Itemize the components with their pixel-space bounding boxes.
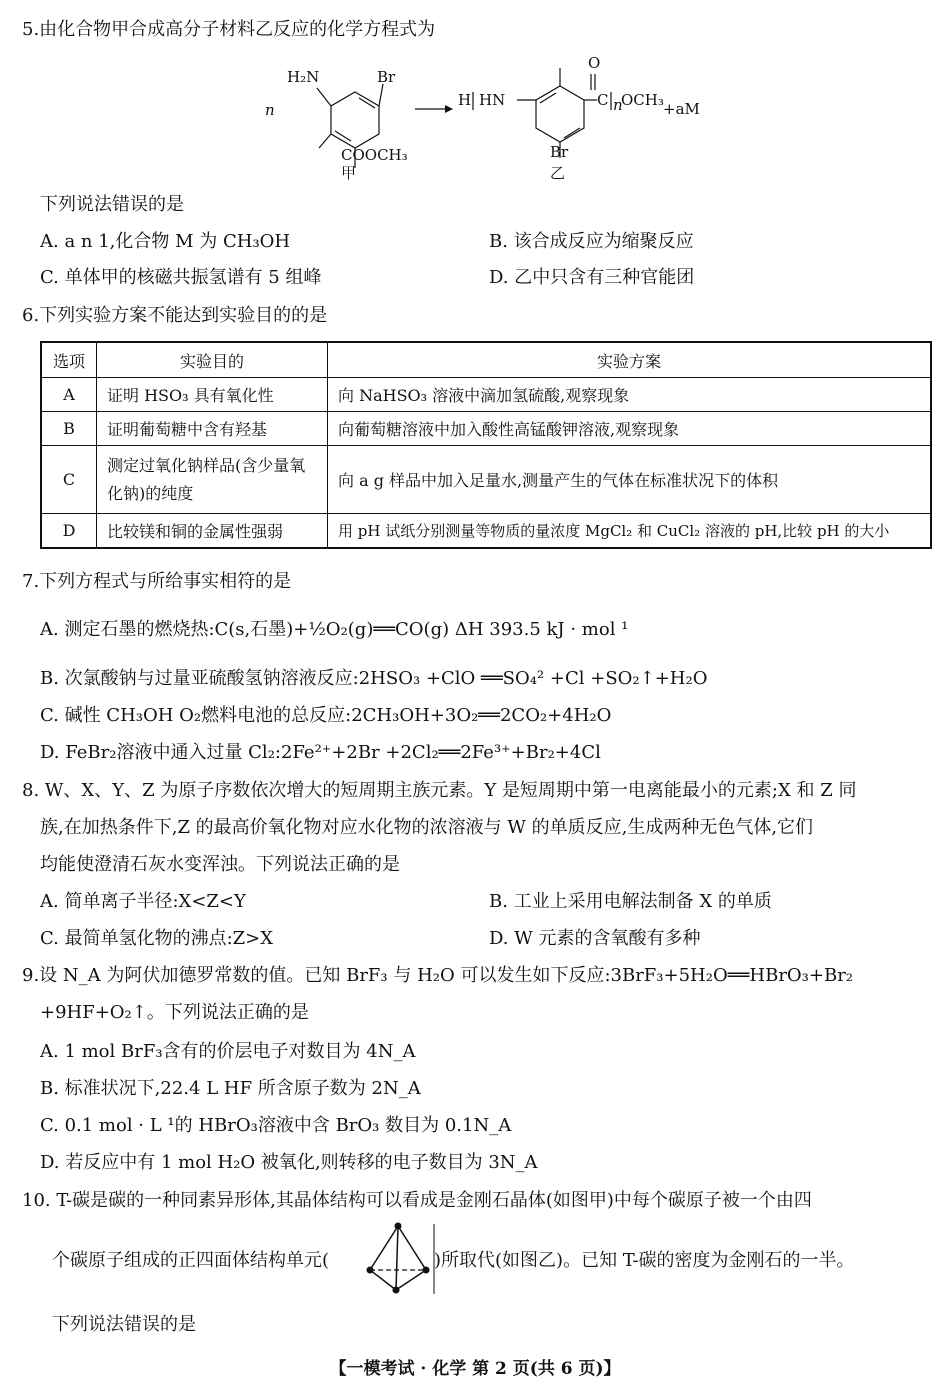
q5-option-c[interactable]: C. 单体甲的核磁共振氢谱有 5 组峰 [40, 267, 322, 288]
table-header-row [41, 342, 931, 378]
q9-option-c[interactable]: C. 0.1 mol · L ¹的 HBrO₃溶液中含 BrO₃ 数目为 0.1N_A [40, 1115, 512, 1136]
q7-option-b[interactable]: B. 次氯酸钠与过量亚硫酸氢钠溶液反应:2HSO₃ +ClO ══SO₄² +Cl +SO₂↑+H₂O [40, 668, 708, 689]
q7-option-d[interactable]: D. FeBr₂溶液中通入过量 Cl₂:2Fe²⁺+2Br +2Cl₂══2Fe³⁺+Br₂+4Cl [40, 742, 601, 763]
label-h2n: H₂N [287, 68, 320, 86]
row-goal: 比较镁和铜的金属性强弱 [97, 514, 328, 548]
q7-option-c[interactable]: C. 碱性 CH₃OH O₂燃料电池的总反应:2CH₃OH+3O₂══2CO₂+4H₂O [40, 705, 612, 726]
label-yi: 乙 [550, 164, 566, 182]
row-plan: 用 pH 试纸分别测量等物质的量浓度 MgCl₂ 和 CuCl₂ 溶液的 pH,比较 pH 的大小 [328, 514, 932, 548]
label-h: H [458, 91, 472, 109]
coef-n: n [265, 101, 275, 119]
q9-line1: 9.设 N_A 为阿伏加德罗常数的值。已知 BrF₃ 与 H₂O 可以发生如下反应:3BrF₃+5H₂O══HBrO₃+Br₂ [22, 965, 854, 986]
q10-line1: 10. T-碳是碳的一种同素异形体,其晶体结构可以看成是金刚石晶体(如图甲)中每个碳原子被一个由四 [22, 1190, 812, 1211]
q7-stem: 7.下列方程式与所给事实相符的是 [22, 571, 292, 592]
q9-line2: +9HF+O₂↑。下列说法正确的是 [40, 1002, 309, 1023]
q8-line3: 均能使澄清石灰水变浑浊。下列说法正确的是 [40, 854, 400, 875]
q10-ask: 下列说法错误的是 [52, 1314, 196, 1335]
row-goal: 证明 HSO₃ 具有氧化性 [97, 378, 328, 412]
label-n-sub: n [613, 96, 623, 114]
q8-option-a[interactable]: A. 简单离子半径:X<Z<Y [40, 891, 246, 912]
header-plan: 实验方案 [328, 342, 932, 378]
row-goal: 证明葡萄糖中含有羟基 [97, 412, 328, 446]
table-row [41, 514, 931, 548]
row-option: C [41, 446, 97, 514]
row-plan: 向 a g 样品中加入足量水,测量产生的气体在标准状况下的体积 [328, 446, 932, 514]
row-option: D [41, 514, 97, 548]
label-br-bottom: Br [550, 143, 569, 161]
label-o: O [588, 54, 601, 72]
tetrahedron-unit [362, 1220, 440, 1296]
header-goal: 实验目的 [97, 342, 328, 378]
reaction-scheme [255, 52, 725, 187]
q10-line2b: )所取代(如图乙)。已知 T-碳的密度为金刚石的一半。 [434, 1250, 855, 1271]
q5-option-a[interactable]: A. a n 1,化合物 M 为 CH₃OH [40, 231, 291, 252]
table-row [41, 412, 931, 446]
q8-line1: 8. W、X、Y、Z 为原子序数依次增大的短周期主族元素。Y 是短周期中第一电离能最小的元素;X 和 Z 同 [22, 780, 857, 801]
monomer-ring [331, 92, 379, 148]
table-row [41, 446, 931, 514]
q7-option-a[interactable]: A. 测定石墨的燃烧热:C(s,石墨)+½O₂(g)══CO(g) ΔH 393.5 kJ · mol ¹ [40, 619, 629, 640]
q8-option-d[interactable]: D. W 元素的含氧酸有多种 [489, 928, 701, 949]
q9-option-b[interactable]: B. 标准状况下,22.4 L HF 所含原子数为 2N_A [40, 1078, 421, 1099]
header-option: 选项 [41, 342, 97, 378]
page-footer: 【一模考试 · 化学 第 2 页(共 6 页)】 [329, 1359, 621, 1379]
row-option: A [41, 378, 97, 412]
q10-line2a: 个碳原子组成的正四面体结构单元( [52, 1250, 330, 1271]
q6-stem: 6.下列实验方案不能达到实验目的的是 [22, 305, 328, 326]
row-plan: 向 NaHSO₃ 溶液中滴加氢硫酸,观察现象 [328, 378, 932, 412]
label-cooch3: COOCH₃ [341, 146, 408, 164]
label-br-top: Br [377, 68, 396, 86]
q8-option-b[interactable]: B. 工业上采用电解法制备 X 的单质 [489, 891, 772, 912]
polymer-ring [536, 86, 584, 142]
q5-ask: 下列说法错误的是 [40, 194, 184, 215]
label-jia: 甲 [341, 164, 357, 182]
q5-stem: 5.由化合物甲合成高分子材料乙反应的化学方程式为 [22, 19, 436, 40]
table-row [41, 378, 931, 412]
row-goal: 测定过氧化钠样品(含少量氧化钠)的纯度 [97, 446, 328, 514]
label-c: C [597, 91, 609, 109]
label-och3: OCH₃ [621, 91, 664, 109]
q5-option-d[interactable]: D. 乙中只含有三种官能团 [489, 267, 695, 288]
q8-line2: 族,在加热条件下,Z 的最高价氧化物对应水化物的浓溶液与 W 的单质反应,生成两种无色气体,它们 [40, 817, 814, 838]
row-plan: 向葡萄糖溶液中加入酸性高锰酸钾溶液,观察现象 [328, 412, 932, 446]
q9-option-a[interactable]: A. 1 mol BrF₃含有的价层电子对数目为 4N_A [40, 1041, 416, 1062]
q9-option-d[interactable]: D. 若反应中有 1 mol H₂O 被氧化,则转移的电子数目为 3N_A [40, 1152, 538, 1173]
experiment-table [40, 341, 932, 549]
q8-option-c[interactable]: C. 最简单氢化物的沸点:Z>X [40, 928, 274, 949]
label-hn: HN [479, 91, 506, 109]
label-plus-am: +aM [663, 100, 700, 118]
q5-option-b[interactable]: B. 该合成反应为缩聚反应 [489, 231, 694, 252]
row-option: B [41, 412, 97, 446]
